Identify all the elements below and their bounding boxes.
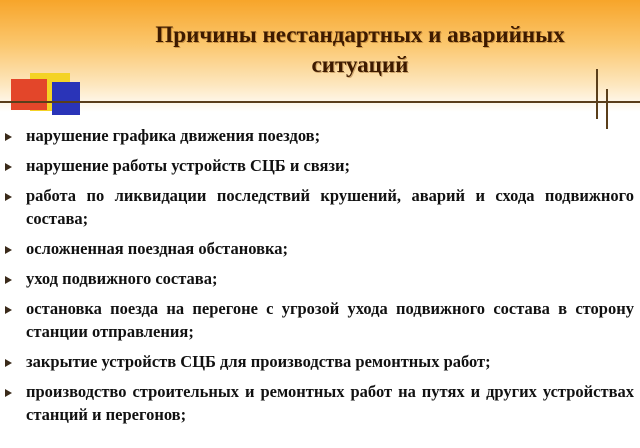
decor-square-blue: [52, 82, 80, 115]
list-item-text: нарушение работы устройств СЦБ и связи;: [26, 156, 351, 175]
list-item-text: закрытие устройств СЦБ для производства ремонтных работ;: [26, 352, 491, 371]
list-item: [0, 380, 640, 426]
triangle-bullet-icon: [5, 359, 12, 367]
list-item-text: остановка поезда на перегоне с угрозой ухода подвижного состава в сторону станции отправления;: [26, 299, 634, 341]
triangle-bullet-icon: [5, 133, 12, 141]
header-rule: [0, 101, 640, 103]
list-item-text: нарушение графика движения поездов;: [26, 126, 321, 145]
slide-title: [70, 20, 640, 80]
triangle-bullet-icon: [5, 306, 12, 314]
list-item: [0, 154, 640, 177]
list-item-text: уход подвижного состава;: [26, 269, 218, 288]
list-item: [0, 267, 640, 290]
triangle-bullet-icon: [5, 276, 12, 284]
bullet-list: [0, 124, 640, 433]
triangle-bullet-icon: [5, 246, 12, 254]
decor-vertical-line: [606, 89, 608, 129]
list-item: [0, 184, 640, 230]
list-item-text: осложненная поездная обстановка;: [26, 239, 288, 258]
list-item: [0, 297, 640, 343]
list-item-text: производство строительных и ремонтных работ на путях и других устройствах станций и перегонов;: [26, 382, 634, 424]
list-item: [0, 124, 640, 147]
triangle-bullet-icon: [5, 193, 12, 201]
title-line-2: ситуаций: [311, 52, 409, 77]
decor-square-red: [11, 79, 47, 110]
triangle-bullet-icon: [5, 163, 12, 171]
title-line-1: Причины нестандартных и аварийных: [155, 22, 565, 47]
list-item: [0, 350, 640, 373]
list-item: [0, 237, 640, 260]
triangle-bullet-icon: [5, 389, 12, 397]
list-item-text: работа по ликвидации последствий крушений, аварий и схода подвижного состава;: [26, 186, 634, 228]
